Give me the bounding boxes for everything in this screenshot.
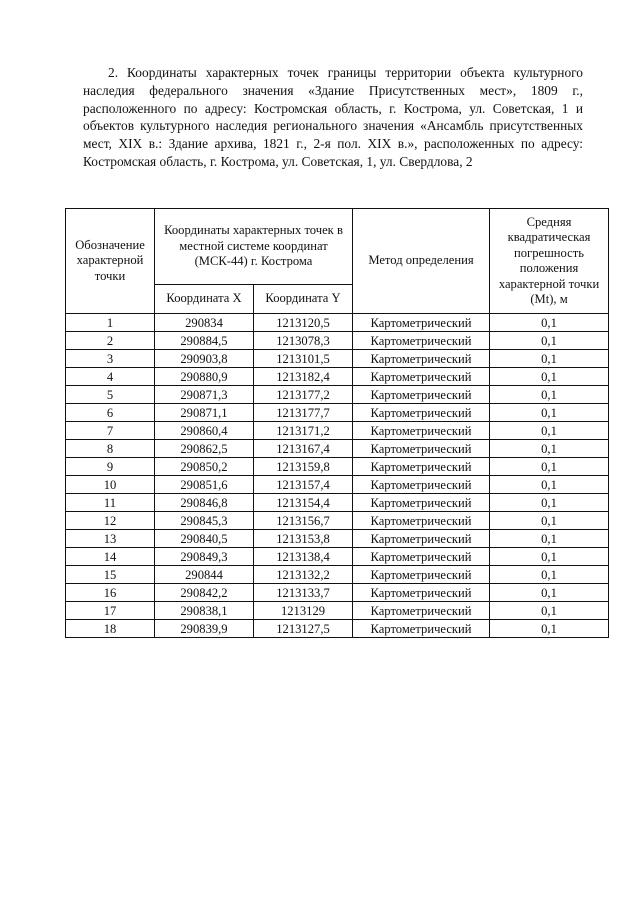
cell-point-number: 12 <box>66 512 155 530</box>
cell-point-number: 11 <box>66 494 155 512</box>
header-coordinate-x: Координата X <box>155 284 254 313</box>
cell-coordinate-y: 1213138,4 <box>254 548 353 566</box>
cell-coordinate-y: 1213156,7 <box>254 512 353 530</box>
table-row <box>66 602 609 620</box>
cell-error: 0,1 <box>490 422 609 440</box>
cell-coordinate-x: 290903,8 <box>155 350 254 368</box>
cell-coordinate-x: 290840,5 <box>155 530 254 548</box>
cell-coordinate-x: 290846,8 <box>155 494 254 512</box>
header-coordinate-y: Координата Y <box>254 284 353 313</box>
cell-point-number: 5 <box>66 386 155 404</box>
cell-error: 0,1 <box>490 548 609 566</box>
table-row <box>66 548 609 566</box>
cell-point-number: 7 <box>66 422 155 440</box>
cell-coordinate-x: 290880,9 <box>155 368 254 386</box>
cell-error: 0,1 <box>490 530 609 548</box>
table-row <box>66 368 609 386</box>
cell-point-number: 14 <box>66 548 155 566</box>
cell-point-number: 17 <box>66 602 155 620</box>
cell-method: Картометрический <box>353 476 490 494</box>
cell-point-number: 9 <box>66 458 155 476</box>
cell-coordinate-y: 1213078,3 <box>254 332 353 350</box>
cell-coordinate-y: 1213157,4 <box>254 476 353 494</box>
cell-point-number: 3 <box>66 350 155 368</box>
cell-error: 0,1 <box>490 350 609 368</box>
cell-coordinate-y: 1213120,5 <box>254 314 353 332</box>
cell-coordinate-y: 1213101,5 <box>254 350 353 368</box>
cell-method: Картометрический <box>353 422 490 440</box>
header-mean-square-error: Средняя квадратическая погрешность положения характерной точки (Mt), м <box>490 209 609 314</box>
cell-coordinate-y: 1213167,4 <box>254 440 353 458</box>
intro-paragraph: 2. Координаты характерных точек границы территории объекта культурного наследия федерального значения «Здание Присутственных мест», 1809 г., расположенного по адресу: Костромская область, г. Кострома, ул. Советская, 1 и объектов культурного наследия регионального значения «Ансамбль присутственных мест, XIX в.: Здание архива, 1821 г., 2-я пол. XIX в.», расположенных по адресу: Костромская область, г. Кострома, ул. Советская, 1, ул. Свердлова, 2 <box>83 65 583 169</box>
cell-coordinate-y: 1213159,8 <box>254 458 353 476</box>
table-body <box>66 314 609 638</box>
table-row <box>66 512 609 530</box>
cell-method: Картометрический <box>353 332 490 350</box>
cell-coordinate-x: 290849,3 <box>155 548 254 566</box>
cell-point-number: 8 <box>66 440 155 458</box>
cell-method: Картометрический <box>353 386 490 404</box>
table-row <box>66 566 609 584</box>
cell-point-number: 16 <box>66 584 155 602</box>
cell-method: Картометрический <box>353 350 490 368</box>
cell-method: Картометрический <box>353 440 490 458</box>
cell-point-number: 4 <box>66 368 155 386</box>
cell-point-number: 2 <box>66 332 155 350</box>
cell-coordinate-x: 290862,5 <box>155 440 254 458</box>
cell-coordinate-y: 1213132,2 <box>254 566 353 584</box>
cell-method: Картометрический <box>353 494 490 512</box>
cell-coordinate-y: 1213177,7 <box>254 404 353 422</box>
cell-method: Картометрический <box>353 620 490 638</box>
cell-coordinate-x: 290850,2 <box>155 458 254 476</box>
header-point-designation: Обозначение характерной точки <box>66 209 155 314</box>
table-row <box>66 422 609 440</box>
table-row <box>66 494 609 512</box>
cell-method: Картометрический <box>353 368 490 386</box>
cell-coordinate-x: 290860,4 <box>155 422 254 440</box>
table-row <box>66 440 609 458</box>
cell-error: 0,1 <box>490 440 609 458</box>
cell-coordinate-x: 290834 <box>155 314 254 332</box>
cell-method: Картометрический <box>353 314 490 332</box>
table-row <box>66 530 609 548</box>
table-row <box>66 584 609 602</box>
cell-method: Картометрический <box>353 404 490 422</box>
cell-coordinate-x: 290838,1 <box>155 602 254 620</box>
cell-method: Картометрический <box>353 548 490 566</box>
cell-coordinate-x: 290839,9 <box>155 620 254 638</box>
cell-error: 0,1 <box>490 494 609 512</box>
table-row <box>66 620 609 638</box>
cell-coordinate-y: 1213129 <box>254 602 353 620</box>
cell-error: 0,1 <box>490 368 609 386</box>
cell-error: 0,1 <box>490 332 609 350</box>
cell-coordinate-x: 290851,6 <box>155 476 254 494</box>
table-row <box>66 332 609 350</box>
cell-coordinate-y: 1213127,5 <box>254 620 353 638</box>
cell-coordinate-y: 1213153,8 <box>254 530 353 548</box>
cell-error: 0,1 <box>490 476 609 494</box>
coordinates-table <box>65 208 609 638</box>
cell-coordinate-y: 1213133,7 <box>254 584 353 602</box>
cell-method: Картометрический <box>353 602 490 620</box>
table-row <box>66 476 609 494</box>
cell-coordinate-y: 1213182,4 <box>254 368 353 386</box>
cell-error: 0,1 <box>490 602 609 620</box>
cell-point-number: 6 <box>66 404 155 422</box>
table-row <box>66 458 609 476</box>
cell-method: Картометрический <box>353 584 490 602</box>
cell-point-number: 13 <box>66 530 155 548</box>
cell-point-number: 1 <box>66 314 155 332</box>
header-method: Метод определения <box>353 209 490 314</box>
cell-error: 0,1 <box>490 314 609 332</box>
cell-coordinate-x: 290871,3 <box>155 386 254 404</box>
cell-point-number: 10 <box>66 476 155 494</box>
cell-error: 0,1 <box>490 566 609 584</box>
cell-coordinate-x: 290884,5 <box>155 332 254 350</box>
cell-coordinate-y: 1213177,2 <box>254 386 353 404</box>
cell-error: 0,1 <box>490 386 609 404</box>
table-row <box>66 314 609 332</box>
cell-point-number: 15 <box>66 566 155 584</box>
cell-error: 0,1 <box>490 404 609 422</box>
cell-error: 0,1 <box>490 512 609 530</box>
cell-coordinate-y: 1213154,4 <box>254 494 353 512</box>
table-row <box>66 350 609 368</box>
cell-error: 0,1 <box>490 620 609 638</box>
cell-coordinate-x: 290871,1 <box>155 404 254 422</box>
cell-coordinate-x: 290842,2 <box>155 584 254 602</box>
cell-point-number: 18 <box>66 620 155 638</box>
cell-coordinate-x: 290845,3 <box>155 512 254 530</box>
header-coordinates-group: Координаты характерных точек в местной системе координат (МСК-44) г. Кострома <box>155 209 353 285</box>
table-row <box>66 386 609 404</box>
cell-error: 0,1 <box>490 584 609 602</box>
cell-coordinate-x: 290844 <box>155 566 254 584</box>
cell-method: Картометрический <box>353 566 490 584</box>
cell-coordinate-y: 1213171,2 <box>254 422 353 440</box>
cell-error: 0,1 <box>490 458 609 476</box>
cell-method: Картометрический <box>353 512 490 530</box>
cell-method: Картометрический <box>353 458 490 476</box>
table-row <box>66 404 609 422</box>
cell-method: Картометрический <box>353 530 490 548</box>
